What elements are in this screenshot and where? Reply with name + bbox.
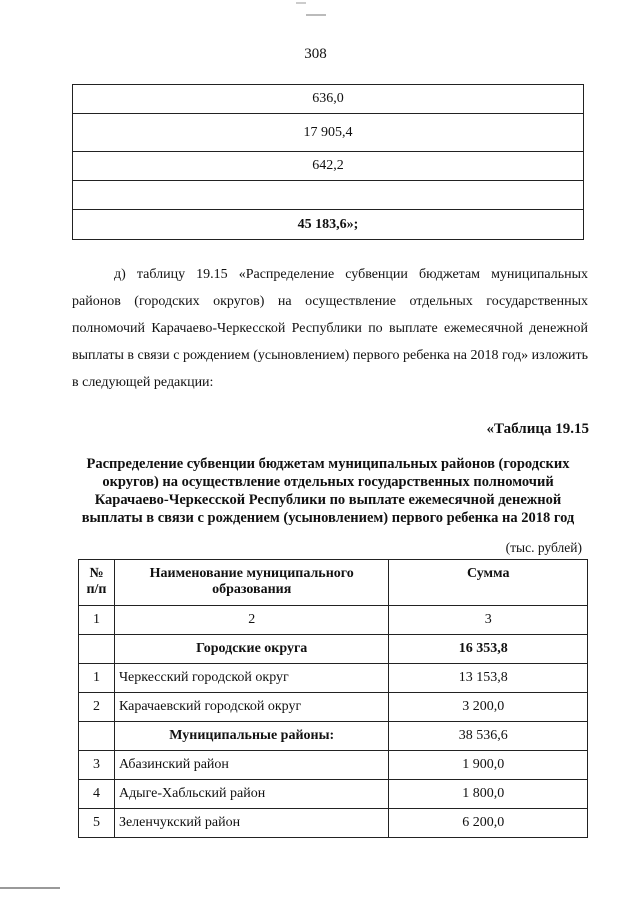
- header-sum: Сумма: [389, 560, 588, 606]
- col-number-1: 1: [79, 606, 115, 635]
- row-sum: 6 200,0: [389, 809, 588, 838]
- row-name: Зеленчукский район: [114, 809, 389, 838]
- row-sum: 38 536,6: [389, 722, 588, 751]
- subvention-table: [78, 559, 588, 838]
- table-header-row: [79, 560, 588, 606]
- row-num: 4: [79, 780, 115, 809]
- table-row-subtotal: [79, 722, 588, 751]
- table-cell-total: 45 183,6»;: [73, 210, 584, 240]
- col-number-3: 3: [389, 606, 588, 635]
- row-sum: 1 800,0: [389, 780, 588, 809]
- table-row: [73, 152, 584, 181]
- body-paragraph: д) таблицу 19.15 «Распределение субвенции бюджетам муниципальных районов (городских округов) на осуществление отдельных государственных полномочий Карачаево-Черкесской Республики по выплате ежемесячной денежной выплаты в связи с рождением (усыновлением) первого ребенка на 2018 год» изложить в следующей редакции:: [72, 267, 588, 390]
- table-row-total: [73, 210, 584, 240]
- header-num-line2: п/п: [86, 582, 107, 597]
- row-sum: 13 153,8: [389, 664, 588, 693]
- row-name: Карачаевский городской округ: [114, 693, 389, 722]
- page-number: 308: [304, 46, 327, 62]
- row-num: [79, 635, 115, 664]
- row-name: Адыге-Хабльский район: [114, 780, 389, 809]
- row-num: 2: [79, 693, 115, 722]
- scan-artifact: [306, 14, 326, 16]
- row-sum: 16 353,8: [389, 635, 588, 664]
- table-row: [79, 664, 588, 693]
- row-name: Городские округа: [114, 635, 389, 664]
- table-row-subtotal: [79, 635, 588, 664]
- header-name: [114, 560, 389, 606]
- table-row: [73, 85, 584, 114]
- header-name-line1: Наименование муниципального: [149, 566, 354, 581]
- scan-artifact: [296, 2, 306, 4]
- row-num: 1: [79, 664, 115, 693]
- units-label: (тыс. рублей): [505, 540, 582, 555]
- table-row: [73, 181, 584, 210]
- row-name: Черкесский городской округ: [114, 664, 389, 693]
- table-cell: 17 905,4: [73, 114, 584, 152]
- header-num: [79, 560, 115, 606]
- continued-table: [72, 84, 584, 240]
- table-title: Распределение субвенции бюджетам муниципальных районов (городских округов) на осуществление отдельных государственных полномочий Карачаево-Черкесской Республики по выплате ежемесячной денежной выплаты в связи с рождением (усыновлением) первого ребенка на 2018 год: [81, 456, 575, 526]
- header-name-line2: образования: [212, 582, 292, 597]
- table-row: [79, 809, 588, 838]
- row-name: Абазинский район: [114, 751, 389, 780]
- table-label: «Таблица 19.15: [486, 421, 589, 437]
- header-num-line1: №: [89, 566, 104, 581]
- table-row: [79, 693, 588, 722]
- row-sum: 3 200,0: [389, 693, 588, 722]
- row-name: Муниципальные районы:: [114, 722, 389, 751]
- row-num: [79, 722, 115, 751]
- scan-artifact: [0, 887, 60, 889]
- table-row: [79, 780, 588, 809]
- table-cell: [73, 181, 584, 210]
- col-number-2: 2: [114, 606, 389, 635]
- table-cell: 642,2: [73, 152, 584, 181]
- table-row: [79, 751, 588, 780]
- table-row: [73, 114, 584, 152]
- row-num: 3: [79, 751, 115, 780]
- row-num: 5: [79, 809, 115, 838]
- row-sum: 1 900,0: [389, 751, 588, 780]
- table-cell: 636,0: [73, 85, 584, 114]
- column-number-row: [79, 606, 588, 635]
